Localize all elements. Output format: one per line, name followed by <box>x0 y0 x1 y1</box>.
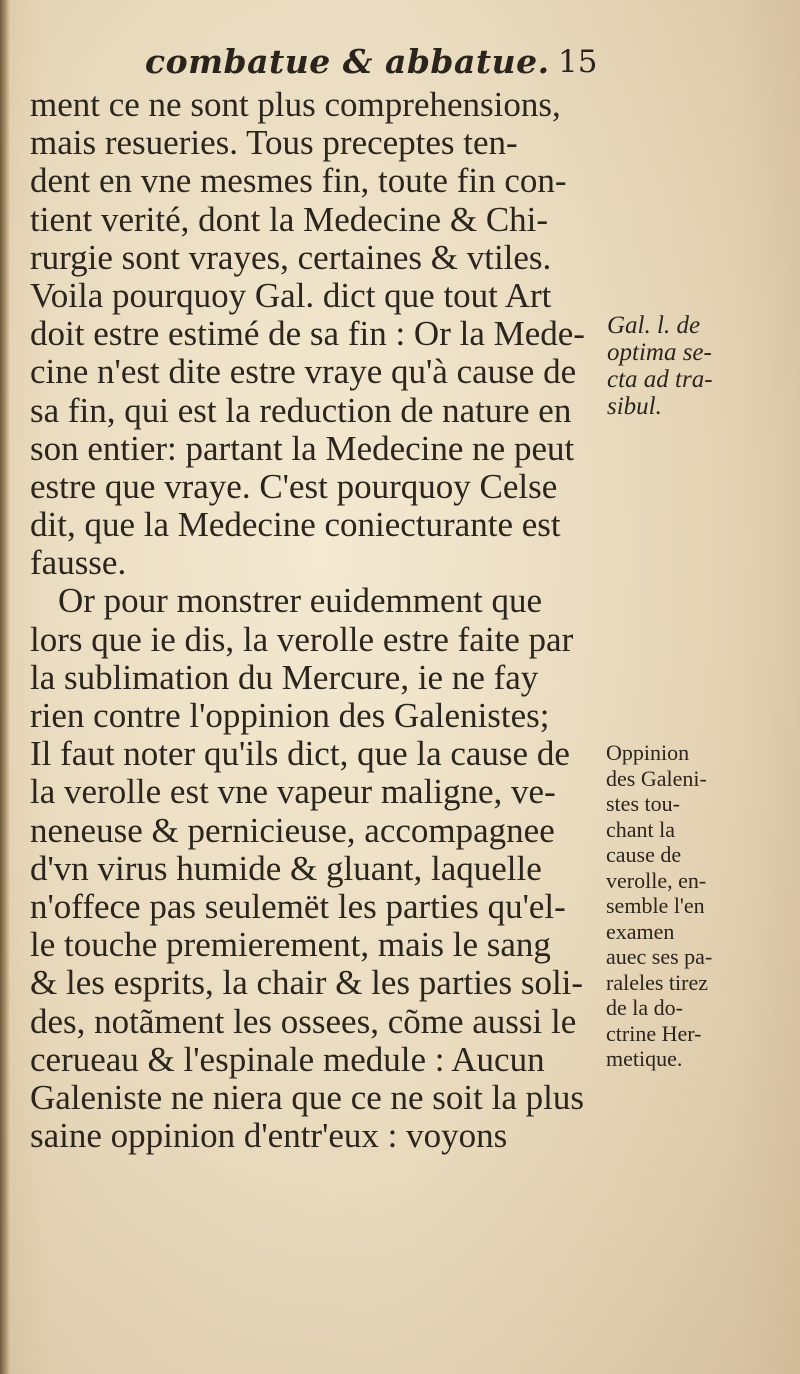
page-number: 15 <box>558 44 598 80</box>
margin-note-line: des Galeni- <box>606 765 707 791</box>
running-head: combatue & abbatue. <box>145 42 550 81</box>
text-line: cerueau & l'espinale medule : Aucun <box>30 1039 545 1079</box>
text-line: la verolle est vne vapeur maligne, ve- <box>30 772 556 812</box>
text-line: la sublimation du Mercure, ie ne fay <box>30 657 539 697</box>
margin-note-line: Gal. l. de <box>607 312 701 339</box>
margin-note-line: sibul. <box>607 393 662 420</box>
margin-note-line: ctrine Her- <box>606 1020 702 1046</box>
text-line: ment ce ne sont plus comprehensions, <box>30 85 561 124</box>
text-line: Voila pourquoy Gal. dict que tout Art <box>30 275 552 315</box>
text-line: le touche premierement, mais le sang <box>30 925 551 965</box>
text-line: son entier: partant la Medecine ne peut <box>30 428 575 468</box>
text-line: & les esprits, la chair & les parties soli- <box>30 963 584 1003</box>
margin-note-line: chant la <box>606 816 676 842</box>
margin-note-line: Oppinion <box>606 740 690 765</box>
text-line: lors que ie dis, la verolle estre faite par <box>30 619 574 659</box>
margin-note-line: cause de <box>606 842 682 867</box>
margin-note-line: raleles tirez <box>606 969 708 995</box>
margin-note-line: auec ses pa- <box>606 944 713 969</box>
text-line: mais resueries. Tous preceptes ten- <box>30 123 518 163</box>
margin-note-line: optima se- <box>607 339 712 366</box>
text-line: dent en vne mesmes fin, toute fin con- <box>30 161 567 201</box>
text-line: saine oppinion d'entr'eux : voyons <box>30 1116 508 1156</box>
text-line: estre que vraye. C'est pourquoy Celse <box>30 466 558 506</box>
text-line: n'offece pas seulemët les parties qu'el- <box>30 886 566 926</box>
text-line: cine n'est dite estre vraye qu'à cause de <box>30 352 577 392</box>
page-binding-edge <box>0 0 10 1374</box>
margin-note-galenist-opinion <box>606 740 796 1072</box>
text-line: d'vn virus humide & gluant, laquelle <box>30 848 542 888</box>
margin-note-line: de la do- <box>606 995 683 1020</box>
text-line: Galeniste ne niera que ce ne soit la plus <box>30 1077 584 1117</box>
text-line: sa fin, qui est la reduction de nature en <box>30 390 572 430</box>
text-line: doit estre estimé de sa fin : Or la Mede- <box>30 314 585 354</box>
margin-note-line: stes tou- <box>606 791 680 816</box>
paragraph-start-line: Or pour monstrer euidemment que <box>58 581 543 621</box>
text-line: dit, que la Medecine coniecturante est <box>30 505 561 545</box>
margin-note-line: cta ad tra- <box>607 366 713 393</box>
margin-note-line: metique. <box>606 1046 683 1071</box>
margin-note-line: verolle, en- <box>606 867 707 893</box>
margin-note-line: semble l'en <box>606 893 705 918</box>
text-line: rurgie sont vrayes, certaines & vtiles. <box>30 237 552 277</box>
text-line: neneuse & pernicieuse, accompagnee <box>30 810 555 850</box>
margin-note-line: examen <box>606 918 675 944</box>
text-line: fausse. <box>30 543 127 583</box>
text-line: tient verité, dont la Medecine & Chi- <box>30 199 549 239</box>
text-line: rien contre l'oppinion des Galenistes; <box>30 696 550 735</box>
margin-note-galen-reference <box>607 312 797 420</box>
body-text <box>30 86 610 1155</box>
text-line: des, notãment les ossees, cõme aussi le <box>30 1001 577 1041</box>
text-line: Il faut noter qu'ils dict, que la cause de <box>30 734 570 774</box>
